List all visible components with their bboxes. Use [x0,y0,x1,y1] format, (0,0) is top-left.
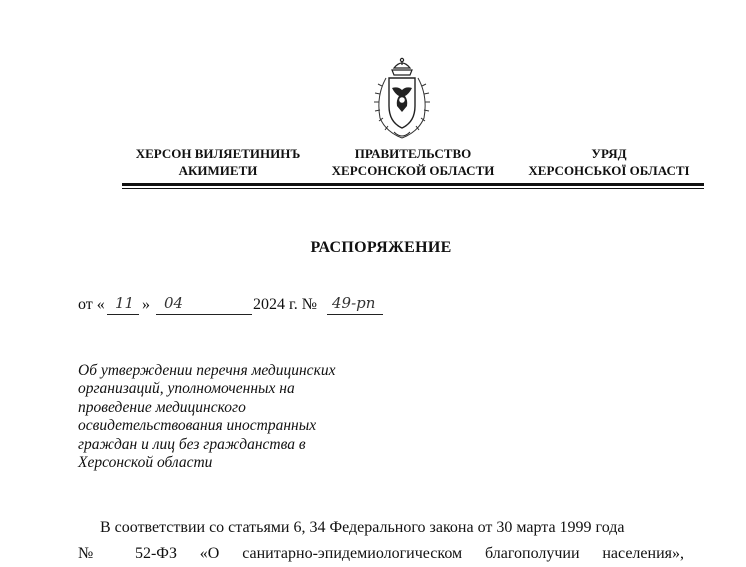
header-left-authority [118,145,318,179]
date-close-quote: » [142,296,150,313]
header-divider-thick [122,183,704,186]
header-right-line-1: УРЯД [591,146,627,161]
header-middle-line-2: ХЕРСОНСКОЙ ОБЛАСТИ [331,163,495,178]
date-day-handwritten: 11 [115,294,135,312]
header-middle-line-1: ПРАВИТЕЛЬСТВО [354,146,472,161]
number-underline [327,314,383,315]
day-underline [107,314,139,315]
body-line-2: № 52-ФЗ «О санитарно-эпидемиологическом благополучии населения», [78,545,684,562]
subject-line-6: Херсонской области [78,454,213,472]
subject-line-4: освидетельствования иностранных [78,417,317,435]
subject-line-3: проведение медицинского [78,398,246,416]
header-left-line-1: ХЕРСОН ВИЛЯЕТИНИНЪ [135,146,301,161]
coat-of-arms-emblem [364,56,440,142]
body-line-1: В соответствии со статьями 6, 34 Федерального закона от 30 марта 1999 года [100,519,625,536]
document-title: РАСПОРЯЖЕНИЕ [310,239,452,256]
date-year-and-number-label: 2024 г. № [253,296,318,313]
header-right-authority [516,145,702,179]
month-underline [156,314,252,315]
subject-line-2: организаций, уполномоченных на [78,380,295,398]
date-prefix: от « [78,296,105,313]
date-month-handwritten: 04 [164,294,184,312]
header-divider-thin [122,188,704,189]
document-number-handwritten: 49-рп [332,294,376,312]
header-left-line-2: АКИМИЕТИ [178,163,258,178]
header-right-line-2: ХЕРСОНСЬКОЇ ОБЛАСТІ [528,163,690,178]
document-body [78,515,684,567]
subject-line-1: Об утверждении перечня медицинских [78,362,336,379]
header-middle-authority [318,145,508,179]
subject-line-5: граждан и лиц без гражданства в [78,435,306,453]
document-subject [78,362,398,472]
